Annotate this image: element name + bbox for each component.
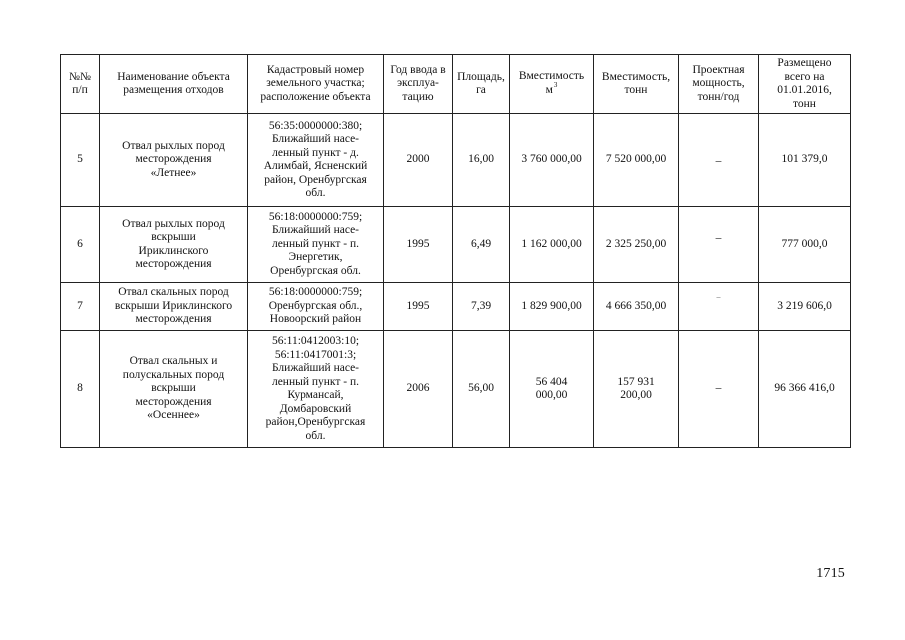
cell-capacity-t: 2 325 250,00: [594, 207, 679, 283]
cell-cadastre: 56:18:0000000:759; Ближайший насе-ленный пункт - п. Энергетик, Оренбургская обл.: [248, 207, 384, 283]
cell-capacity-m3: 1 829 900,00: [510, 283, 594, 331]
cell-num: 5: [61, 114, 100, 207]
cell-area: 6,49: [453, 207, 510, 283]
header-cadastre: Кадастровый номер земельного участка; расположение объекта: [248, 55, 384, 114]
cell-name: Отвал скальных и полускальных пород вскрыши месторождения «Осеннее»: [100, 331, 248, 448]
cell-placed: 96 366 416,0: [759, 331, 851, 448]
cell-design-power: –: [679, 207, 759, 283]
cell-name: Отвал рыхлых пород месторождения «Летнее»: [100, 114, 248, 207]
cell-name: Отвал скальных пород вскрыши Ириклинского месторождения: [100, 283, 248, 331]
cell-placed: 101 379,0: [759, 114, 851, 207]
cell-area: 16,00: [453, 114, 510, 207]
header-area: Площадь, га: [453, 55, 510, 114]
header-placed: Размещено всего на 01.01.2016, тонн: [759, 55, 851, 114]
header-capacity-t: Вместимость, тонн: [594, 55, 679, 114]
cell-design-power: –: [679, 331, 759, 448]
header-year: Год ввода в эксплуа-тацию: [384, 55, 453, 114]
cell-year: 2006: [384, 331, 453, 448]
cell-capacity-m3: 1 162 000,00: [510, 207, 594, 283]
page-number: 1715: [816, 566, 845, 581]
header-design-power: Проектная мощность, тонн/год: [679, 55, 759, 114]
header-num: №№ п/п: [61, 55, 100, 114]
cell-year: 2000: [384, 114, 453, 207]
cell-capacity-t: 4 666 350,00: [594, 283, 679, 331]
cell-cadastre: 56:11:0412003:10; 56:11:0417001:3; Ближайший насе-ленный пункт - п. Курмансай, Домбаровский район,Оренбургская обл.: [248, 331, 384, 448]
header-capacity-m3: Вместимость $м^3$: [510, 55, 594, 114]
header-name: Наименование объекта размещения отходов: [100, 55, 248, 114]
cell-num: 6: [61, 207, 100, 283]
cell-num: 8: [61, 331, 100, 448]
cell-year: 1995: [384, 283, 453, 331]
table-header-row: [61, 55, 851, 114]
cell-placed: 777 000,0: [759, 207, 851, 283]
waste-facilities-table: [60, 54, 851, 448]
superscript-3: 3: [553, 80, 558, 89]
cell-capacity-m3: 56 404 000,00: [510, 331, 594, 448]
cell-year: 1995: [384, 207, 453, 283]
cell-area: 56,00: [453, 331, 510, 448]
cell-design-power: –: [679, 114, 759, 207]
table-row: [61, 207, 851, 283]
cell-name: Отвал рыхлых пород вскрыши Ириклинского месторождения: [100, 207, 248, 283]
table-row: [61, 283, 851, 331]
cell-cadastre: 56:35:0000000:380; Ближайший насе-ленный пункт - д. Алимбай, Ясненский район, Оренбургская обл.: [248, 114, 384, 207]
cell-capacity-t: 7 520 000,00: [594, 114, 679, 207]
cell-design-power: –: [679, 283, 759, 331]
cell-placed: 3 219 606,0: [759, 283, 851, 331]
cell-area: 7,39: [453, 283, 510, 331]
cell-cadastre: 56:18:0000000:759; Оренбургская обл., Новоорский район: [248, 283, 384, 331]
table-row: [61, 331, 851, 448]
cell-capacity-t: 157 931 200,00: [594, 331, 679, 448]
table-row: [61, 114, 851, 207]
cell-capacity-m3: 3 760 000,00: [510, 114, 594, 207]
cell-num: 7: [61, 283, 100, 331]
